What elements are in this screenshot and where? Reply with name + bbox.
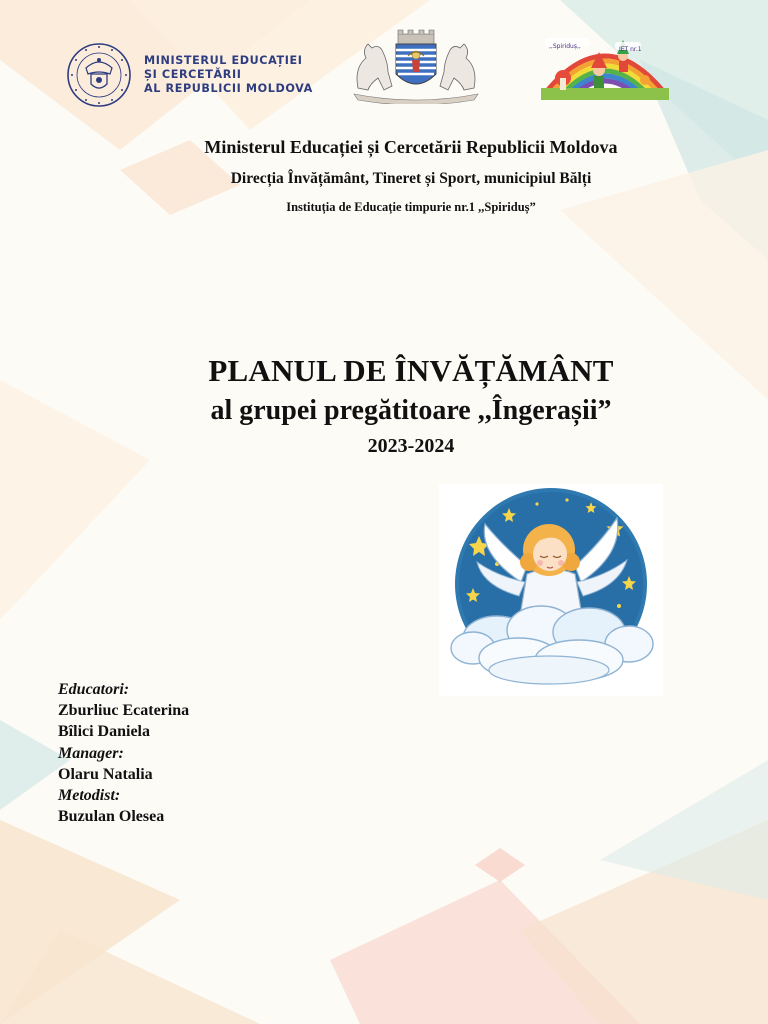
city-coat-of-arms-icon [348,28,484,104]
credits-block [58,679,189,827]
institution-heading: Instituția de Educație timpurie nr.1 ,,Spiriduș” [286,200,536,214]
ministry-logo-line1: MINISTERUL EDUCAȚIEI [144,54,303,67]
manager-name: Olaru Natalia [58,765,153,783]
methodist-label: Metodist: [58,787,121,805]
document-title: PLANUL DE ÎNVĂȚĂMÂNT [208,353,614,388]
angel-illustration [439,484,663,696]
educator-name: Zburliuc Ecaterina [58,702,190,720]
ministry-logo [66,42,316,108]
ministry-logo-line3: AL REPUBLICII MOLDOVA [144,82,313,95]
ministry-heading: Ministerul Educației și Cercetării Republicii Moldova [204,137,618,157]
educators-label: Educatori: [58,681,130,698]
ministry-seal-icon [66,42,132,108]
kindergarten-logo-name: ,,Spiriduș,, [549,43,581,50]
kindergarten-logo-icon [541,30,669,100]
kindergarten-logo-number: IET nr.1 [619,46,642,53]
angel-on-cloud-icon [439,484,663,696]
school-year: 2023-2024 [367,435,455,457]
methodist-name: Buzulan Olesea [58,808,165,826]
manager-label: Manager: [58,744,124,762]
educator-name: Bîlici Daniela [58,723,150,741]
directorate-heading: Direcția Învățământ, Tineret și Sport, municipiul Bălți [230,170,592,187]
ministry-logo-line2: ȘI CERCETĂRII [144,68,242,81]
document-subtitle: al grupei pregătitoare ,,Îngerașii” [210,395,612,426]
